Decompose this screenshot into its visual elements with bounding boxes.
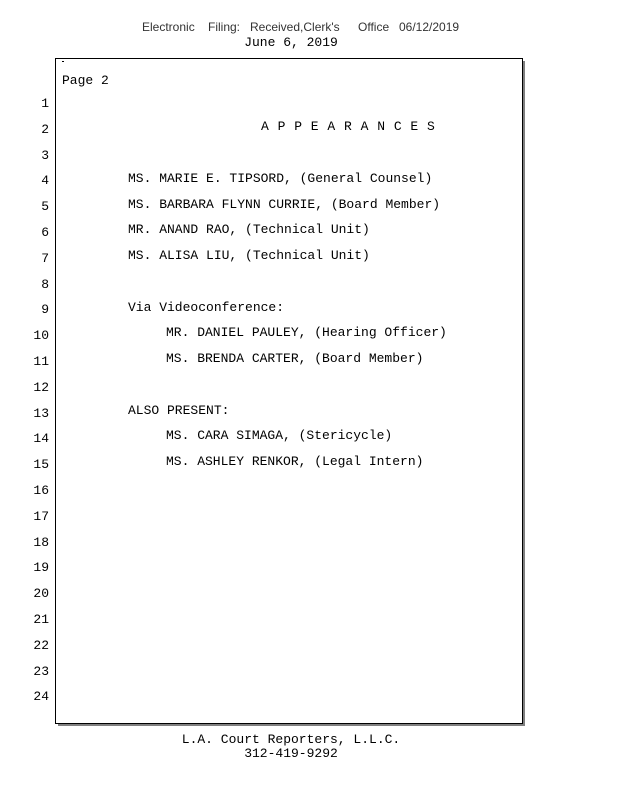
line-number: 22 (33, 637, 49, 653)
footer-company: L.A. Court Reporters, L.L.C. (181, 732, 401, 747)
line-number: 1 (41, 96, 49, 111)
filing-stamp-electronic: Electronic (142, 20, 195, 34)
line-number: 21 (33, 612, 49, 627)
appearances-title: A P P E A R A N C E S (261, 119, 436, 134)
line-number: 19 (33, 560, 49, 576)
line-number: 13 (33, 405, 49, 421)
videoconference-line: MS. BRENDA CARTER, (Board Member) (166, 351, 424, 366)
line-number: 9 (41, 302, 49, 318)
filing-stamp-date: 06/12/2019 (399, 20, 460, 34)
appearance-line: MR. ANAND RAO, (Technical Unit) (128, 222, 370, 237)
line-number: 17 (33, 508, 49, 524)
line-number: 4 (41, 173, 49, 189)
line-number: 10 (33, 328, 49, 344)
line-number: 2 (41, 121, 49, 137)
line-number: 5 (41, 199, 49, 215)
line-number: 15 (33, 457, 49, 473)
page-number: Page 2 (62, 73, 109, 88)
line-number: 20 (33, 586, 49, 602)
videoconference-line: MR. DANIEL PAULEY, (Hearing Officer) (166, 325, 447, 340)
appearance-line: MS. ALISA LIU, (Technical Unit) (128, 248, 370, 263)
filing-stamp (0, 20, 618, 36)
line-number: 3 (41, 147, 49, 163)
line-number: 24 (33, 689, 49, 705)
footer-phone: 312-419-9292 (244, 746, 338, 761)
filing-stamp-office: Office (358, 20, 390, 34)
filing-stamp-filing: Filing: (208, 20, 241, 34)
hearing-date: June 6, 2019 (244, 35, 338, 50)
footer (0, 733, 582, 761)
line-number: 23 (33, 663, 49, 679)
transcript-page (33, 58, 523, 724)
videoconference-heading: Via Videoconference: (128, 300, 285, 315)
appearance-line: MS. BARBARA FLYNN CURRIE, (Board Member) (128, 197, 441, 212)
line-number: 11 (33, 354, 49, 369)
line-number: 12 (33, 379, 49, 395)
also-present-line: MS. CARA SIMAGA, (Stericycle) (166, 428, 393, 443)
line-number: 7 (41, 250, 49, 266)
line-number: 14 (33, 431, 49, 447)
line-number: 18 (33, 534, 49, 550)
line-number: 6 (41, 225, 49, 240)
line-number: 16 (33, 483, 49, 498)
line-number: 8 (41, 276, 49, 292)
page-corner-mark (62, 61, 64, 62)
also-present-line: MS. ASHLEY RENKOR, (Legal Intern) (166, 454, 424, 469)
filing-stamp-received: Received,Clerk's (250, 20, 340, 34)
appearance-line: MS. MARIE E. TIPSORD, (General Counsel) (128, 171, 433, 186)
also-present-heading: ALSO PRESENT: (128, 403, 230, 418)
